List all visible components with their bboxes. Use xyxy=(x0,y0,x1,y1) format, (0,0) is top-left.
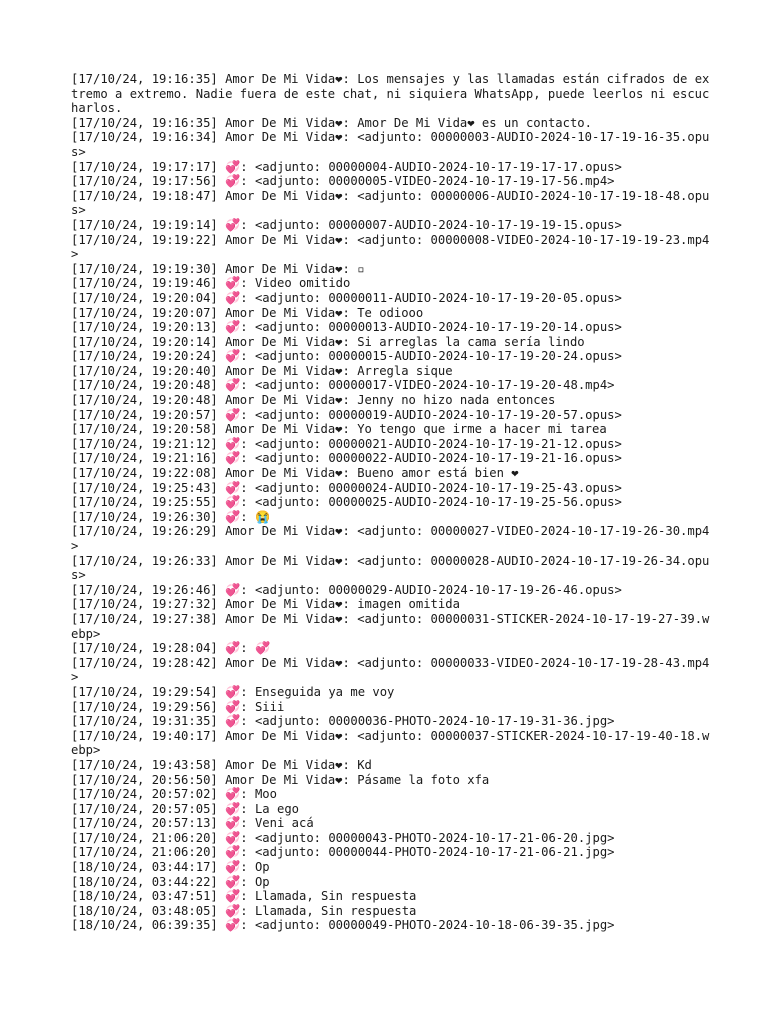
message-text: <adjunto: 00000043-PHOTO-2024-10-17-21-06-20.jpg> xyxy=(254,830,615,845)
sender-separator: : xyxy=(342,305,358,320)
sender-separator: : xyxy=(342,655,358,670)
chat-export-log xyxy=(71,72,711,933)
message-timestamp: [17/10/24, 19:16:35] xyxy=(71,115,218,130)
chat-message-line xyxy=(71,276,711,291)
message-sender: 💞 xyxy=(225,495,241,510)
message-text: <adjunto: 00000044-PHOTO-2024-10-17-21-06-21.jpg> xyxy=(254,845,615,860)
chat-message-line xyxy=(71,466,711,481)
message-sender: 💞 xyxy=(225,407,241,422)
message-timestamp: [17/10/24, 19:16:34] xyxy=(71,130,218,145)
message-sender: 💞 xyxy=(225,320,241,335)
message-text: <adjunto: 00000022-AUDIO-2024-10-17-19-21-16.opus> xyxy=(254,451,622,466)
message-sender: 💞 xyxy=(225,217,241,232)
chat-message-line xyxy=(71,700,711,715)
chat-message-line xyxy=(71,320,711,335)
message-timestamp: [17/10/24, 19:29:54] xyxy=(71,684,218,699)
chat-message-line xyxy=(71,889,711,904)
sender-separator: : xyxy=(342,130,358,145)
message-text: <adjunto: 00000017-VIDEO-2024-10-17-19-20-48.mp4> xyxy=(254,378,615,393)
sender-separator: : xyxy=(240,320,255,335)
chat-message-line xyxy=(71,612,711,641)
sender-separator: : xyxy=(240,290,255,305)
message-timestamp: [17/10/24, 19:26:33] xyxy=(71,553,218,568)
sender-separator: : xyxy=(240,436,255,451)
sender-separator: : xyxy=(240,889,255,904)
message-sender: 💞 xyxy=(225,174,241,189)
message-sender: 💞 xyxy=(225,349,241,364)
message-text: Pásame la foto xfa xyxy=(357,772,490,787)
chat-message-line xyxy=(71,306,711,321)
message-timestamp: [17/10/24, 19:22:08] xyxy=(71,466,218,481)
message-sender: Amor De Mi Vida❤ xyxy=(225,305,343,320)
message-sender: Amor De Mi Vida❤ xyxy=(225,130,343,145)
message-text: Video omitido xyxy=(254,276,351,291)
chat-message-line xyxy=(71,597,711,612)
message-timestamp: [17/10/24, 19:19:22] xyxy=(71,232,218,247)
message-sender: Amor De Mi Vida❤ xyxy=(225,334,343,349)
message-timestamp: [17/10/24, 19:26:46] xyxy=(71,582,218,597)
message-text: <adjunto: 00000005-VIDEO-2024-10-17-19-17-56.mp4> xyxy=(254,174,615,189)
message-sender: 💞 xyxy=(225,509,241,524)
chat-message-line xyxy=(71,524,711,553)
chat-message-line xyxy=(71,72,711,116)
sender-separator: : xyxy=(240,918,255,933)
message-text: Arregla sique xyxy=(357,363,453,378)
message-sender: 💞 xyxy=(225,801,241,816)
chat-message-line xyxy=(71,714,711,729)
message-sender: 💞 xyxy=(225,276,241,291)
message-sender: 💞 xyxy=(225,830,241,845)
message-timestamp: [17/10/24, 19:28:42] xyxy=(71,655,218,670)
chat-message-line xyxy=(71,641,711,656)
message-timestamp: [17/10/24, 19:20:57] xyxy=(71,407,218,422)
message-sender: 💞 xyxy=(225,816,241,831)
chat-message-line xyxy=(71,860,711,875)
message-timestamp: [17/10/24, 19:20:04] xyxy=(71,290,218,305)
message-timestamp: [18/10/24, 03:44:22] xyxy=(71,874,218,889)
message-timestamp: [17/10/24, 19:19:14] xyxy=(71,217,218,232)
message-timestamp: [17/10/24, 20:57:05] xyxy=(71,801,218,816)
message-timestamp: [17/10/24, 20:57:13] xyxy=(71,816,218,831)
message-sender: Amor De Mi Vida❤ xyxy=(225,363,343,378)
message-text: <adjunto: 00000019-AUDIO-2024-10-17-19-20-57.opus> xyxy=(254,407,622,422)
message-sender: 💞 xyxy=(225,889,241,904)
message-text: Llamada, Sin respuesta xyxy=(254,903,417,918)
chat-message-line xyxy=(71,160,711,175)
message-sender: Amor De Mi Vida❤ xyxy=(225,611,343,626)
sender-separator: : xyxy=(342,524,358,539)
message-text: <adjunto: 00000031-STICKER-2024-10-17-19-27-39.webp> xyxy=(71,611,710,641)
chat-message-line xyxy=(71,130,711,159)
message-text: Moo xyxy=(254,787,277,802)
sender-separator: : xyxy=(240,495,255,510)
message-sender: 💞 xyxy=(225,436,241,451)
message-text: <adjunto: 00000049-PHOTO-2024-10-18-06-39-35.jpg> xyxy=(254,918,615,933)
message-timestamp: [17/10/24, 19:20:14] xyxy=(71,334,218,349)
sender-separator: : xyxy=(342,261,358,276)
chat-message-line xyxy=(71,378,711,393)
message-text: Te odiooo xyxy=(357,305,424,320)
message-text: <adjunto: 00000021-AUDIO-2024-10-17-19-21-12.opus> xyxy=(254,436,622,451)
message-text: <adjunto: 00000028-AUDIO-2024-10-17-19-26-34.opus> xyxy=(71,553,710,583)
message-sender: Amor De Mi Vida❤ xyxy=(225,466,343,481)
message-text: Amor De Mi Vida❤ es un contacto. xyxy=(357,115,592,130)
message-text: <adjunto: 00000007-AUDIO-2024-10-17-19-19-15.opus> xyxy=(254,217,622,232)
message-timestamp: [17/10/24, 19:29:56] xyxy=(71,699,218,714)
chat-message-line xyxy=(71,816,711,831)
message-text: <adjunto: 00000015-AUDIO-2024-10-17-19-20-24.opus> xyxy=(254,349,622,364)
chat-message-line xyxy=(71,773,711,788)
sender-separator: : xyxy=(342,188,358,203)
message-timestamp: [18/10/24, 06:39:35] xyxy=(71,918,218,933)
message-timestamp: [17/10/24, 19:20:48] xyxy=(71,393,218,408)
chat-message-line xyxy=(71,685,711,700)
message-sender: 💞 xyxy=(225,480,241,495)
message-timestamp: [17/10/24, 19:21:12] xyxy=(71,436,218,451)
chat-message-line xyxy=(71,918,711,933)
sender-separator: : xyxy=(240,903,255,918)
message-text: Veni acá xyxy=(254,816,314,831)
message-text: La ego xyxy=(254,801,299,816)
sender-separator: : xyxy=(240,217,255,232)
message-timestamp: [17/10/24, 19:26:29] xyxy=(71,524,218,539)
message-sender: Amor De Mi Vida❤ xyxy=(225,524,343,539)
message-timestamp: [17/10/24, 19:18:47] xyxy=(71,188,218,203)
message-timestamp: [17/10/24, 19:20:07] xyxy=(71,305,218,320)
message-text: <adjunto: 00000025-AUDIO-2024-10-17-19-25-56.opus> xyxy=(254,495,622,510)
sender-separator: : xyxy=(240,378,255,393)
chat-message-line xyxy=(71,656,711,685)
sender-separator: : xyxy=(342,553,358,568)
message-sender: Amor De Mi Vida❤ xyxy=(225,772,343,787)
message-timestamp: [17/10/24, 19:43:58] xyxy=(71,757,218,772)
sender-separator: : xyxy=(240,830,255,845)
sender-separator: : xyxy=(342,334,358,349)
message-timestamp: [17/10/24, 20:57:02] xyxy=(71,787,218,802)
message-timestamp: [17/10/24, 19:21:16] xyxy=(71,451,218,466)
message-timestamp: [18/10/24, 03:47:51] xyxy=(71,889,218,904)
message-sender: 💞 xyxy=(225,684,241,699)
sender-separator: : xyxy=(342,728,358,743)
message-text: Siii xyxy=(254,699,285,714)
sender-separator: : xyxy=(240,509,255,524)
chat-message-line xyxy=(71,554,711,583)
message-sender: 💞 xyxy=(225,159,241,174)
message-text: <adjunto: 00000003-AUDIO-2024-10-17-19-16-35.opus> xyxy=(71,130,710,159)
message-timestamp: [17/10/24, 19:28:04] xyxy=(71,641,218,656)
message-timestamp: [17/10/24, 19:25:55] xyxy=(71,495,218,510)
message-sender: Amor De Mi Vida❤ xyxy=(225,232,343,247)
chat-message-line xyxy=(71,116,711,131)
sender-separator: : xyxy=(342,597,358,612)
chat-message-line xyxy=(71,364,711,379)
sender-separator: : xyxy=(342,232,358,247)
message-sender: 💞 xyxy=(225,714,241,729)
message-text: <adjunto: 00000037-STICKER-2024-10-17-19-40-18.webp> xyxy=(71,728,710,758)
chat-message-line xyxy=(71,262,711,277)
sender-separator: : xyxy=(342,757,358,772)
sender-separator: : xyxy=(240,451,255,466)
sender-separator: : xyxy=(240,174,255,189)
sender-separator: : xyxy=(240,349,255,364)
message-timestamp: [17/10/24, 19:20:40] xyxy=(71,363,218,378)
message-text: <adjunto: 00000008-VIDEO-2024-10-17-19-19-23.mp4> xyxy=(71,232,710,262)
message-text: <adjunto: 00000024-AUDIO-2024-10-17-19-25-43.opus> xyxy=(254,480,622,495)
message-text: <adjunto: 00000027-VIDEO-2024-10-17-19-26-30.mp4> xyxy=(71,524,710,553)
sender-separator: : xyxy=(240,787,255,802)
message-timestamp: [17/10/24, 19:31:35] xyxy=(71,714,218,729)
chat-message-line xyxy=(71,845,711,860)
message-timestamp: [17/10/24, 19:26:30] xyxy=(71,509,218,524)
sender-separator: : xyxy=(342,422,358,437)
sender-separator: : xyxy=(240,641,255,656)
sender-separator: : xyxy=(240,684,255,699)
message-sender: Amor De Mi Vida❤ xyxy=(225,422,343,437)
chat-message-line xyxy=(71,335,711,350)
message-timestamp: [17/10/24, 19:20:13] xyxy=(71,320,218,335)
message-text: Bueno amor está bien ❤ xyxy=(357,466,519,481)
sender-separator: : xyxy=(240,874,255,889)
sender-separator: : xyxy=(240,582,255,597)
chat-message-line xyxy=(71,495,711,510)
message-timestamp: [17/10/24, 19:16:35] xyxy=(71,72,218,86)
message-timestamp: [17/10/24, 19:25:43] xyxy=(71,480,218,495)
chat-message-line xyxy=(71,437,711,452)
chat-message-line xyxy=(71,787,711,802)
sender-separator: : xyxy=(342,363,358,378)
message-text: Op xyxy=(254,874,270,889)
sender-separator: : xyxy=(240,816,255,831)
message-sender: Amor De Mi Vida❤ xyxy=(225,188,343,203)
message-text: imagen omitida xyxy=(357,597,460,612)
message-timestamp: [17/10/24, 19:40:17] xyxy=(71,728,218,743)
message-text: <adjunto: 00000033-VIDEO-2024-10-17-19-28-43.mp4> xyxy=(71,655,710,685)
message-text: Los mensajes y las llamadas están cifrados de extremo a extremo. Nadie fuera de este chat, ni siquiera WhatsApp, puede leerlos ni escucharlos. xyxy=(71,72,710,116)
sender-separator: : xyxy=(342,393,358,408)
chat-message-line xyxy=(71,583,711,598)
message-sender: Amor De Mi Vida❤ xyxy=(225,393,343,408)
sender-separator: : xyxy=(342,72,358,86)
message-text: Op xyxy=(254,860,270,875)
message-text: 💞 xyxy=(254,641,271,656)
sender-separator: : xyxy=(240,276,255,291)
message-sender: Amor De Mi Vida❤ xyxy=(225,72,343,86)
chat-message-line xyxy=(71,349,711,364)
chat-message-line xyxy=(71,233,711,262)
message-text: <adjunto: 00000029-AUDIO-2024-10-17-19-26-46.opus> xyxy=(254,582,622,597)
message-sender: Amor De Mi Vida❤ xyxy=(225,261,343,276)
chat-message-line xyxy=(71,802,711,817)
message-sender: Amor De Mi Vida❤ xyxy=(225,655,343,670)
message-text: <adjunto: 00000011-AUDIO-2024-10-17-19-20-05.opus> xyxy=(254,290,622,305)
message-timestamp: [17/10/24, 19:20:48] xyxy=(71,378,218,393)
message-sender: Amor De Mi Vida❤ xyxy=(225,553,343,568)
message-timestamp: [17/10/24, 19:27:32] xyxy=(71,597,218,612)
message-timestamp: [17/10/24, 21:06:20] xyxy=(71,845,218,860)
message-sender: 💞 xyxy=(225,918,241,933)
message-timestamp: [17/10/24, 19:27:38] xyxy=(71,611,218,626)
message-sender: 💞 xyxy=(225,874,241,889)
chat-message-line xyxy=(71,451,711,466)
message-text: <adjunto: 00000004-AUDIO-2024-10-17-19-17-17.opus> xyxy=(254,159,622,174)
sender-separator: : xyxy=(240,480,255,495)
message-sender: Amor De Mi Vida❤ xyxy=(225,728,343,743)
message-timestamp: [17/10/24, 19:17:17] xyxy=(71,159,218,174)
message-sender: 💞 xyxy=(225,699,241,714)
message-timestamp: [17/10/24, 19:19:30] xyxy=(71,261,218,276)
message-text: Yo tengo que irme a hacer mi tarea xyxy=(357,422,607,437)
chat-message-line xyxy=(71,875,711,890)
chat-message-line xyxy=(71,422,711,437)
chat-message-line xyxy=(71,481,711,496)
chat-message-line xyxy=(71,510,711,525)
message-sender: Amor De Mi Vida❤ xyxy=(225,597,343,612)
sender-separator: : xyxy=(342,772,358,787)
message-sender: 💞 xyxy=(225,845,241,860)
chat-message-line xyxy=(71,758,711,773)
message-text: Jenny no hizo nada entonces xyxy=(357,393,556,408)
sender-separator: : xyxy=(342,466,358,481)
sender-separator: : xyxy=(342,115,358,130)
message-text: <adjunto: 00000013-AUDIO-2024-10-17-19-20-14.opus> xyxy=(254,320,622,335)
message-text: <adjunto: 00000006-AUDIO-2024-10-17-19-18-48.opus> xyxy=(71,188,710,218)
chat-message-line xyxy=(71,408,711,423)
sender-separator: : xyxy=(240,407,255,422)
message-sender: 💞 xyxy=(225,641,241,656)
sender-separator: : xyxy=(240,714,255,729)
message-sender: 💞 xyxy=(225,378,241,393)
message-timestamp: [18/10/24, 03:44:17] xyxy=(71,860,218,875)
sender-separator: : xyxy=(240,845,255,860)
sender-separator: : xyxy=(240,860,255,875)
sender-separator: : xyxy=(342,611,358,626)
message-timestamp: [17/10/24, 19:20:58] xyxy=(71,422,218,437)
message-text: Si arreglas la cama sería lindo xyxy=(357,334,585,349)
message-text: <adjunto: 00000036-PHOTO-2024-10-17-19-31-36.jpg> xyxy=(254,714,615,729)
sender-separator: : xyxy=(240,801,255,816)
sender-separator: : xyxy=(240,699,255,714)
message-text: Llamada, Sin respuesta xyxy=(254,889,417,904)
message-text: Kd xyxy=(357,757,372,772)
chat-message-line xyxy=(71,174,711,189)
message-timestamp: [17/10/24, 19:19:46] xyxy=(71,276,218,291)
message-timestamp: [17/10/24, 19:17:56] xyxy=(71,174,218,189)
message-timestamp: [18/10/24, 03:48:05] xyxy=(71,903,218,918)
message-text: 😭 xyxy=(254,509,271,524)
message-sender: 💞 xyxy=(225,451,241,466)
message-sender: 💞 xyxy=(225,860,241,875)
message-timestamp: [17/10/24, 19:20:24] xyxy=(71,349,218,364)
chat-message-line xyxy=(71,291,711,306)
chat-message-line xyxy=(71,189,711,218)
message-text: Enseguida ya me voy xyxy=(254,684,395,699)
message-sender: 💞 xyxy=(225,582,241,597)
chat-message-line xyxy=(71,729,711,758)
chat-message-line xyxy=(71,218,711,233)
message-timestamp: [17/10/24, 21:06:20] xyxy=(71,830,218,845)
message-sender: 💞 xyxy=(225,787,241,802)
chat-message-line xyxy=(71,393,711,408)
sender-separator: : xyxy=(240,159,255,174)
message-timestamp: [17/10/24, 20:56:50] xyxy=(71,772,218,787)
message-sender: Amor De Mi Vida❤ xyxy=(225,757,343,772)
message-sender: 💞 xyxy=(225,290,241,305)
chat-message-line xyxy=(71,904,711,919)
chat-message-line xyxy=(71,831,711,846)
message-text: ▫ xyxy=(357,261,365,276)
message-sender: Amor De Mi Vida❤ xyxy=(225,115,343,130)
message-sender: 💞 xyxy=(225,903,241,918)
